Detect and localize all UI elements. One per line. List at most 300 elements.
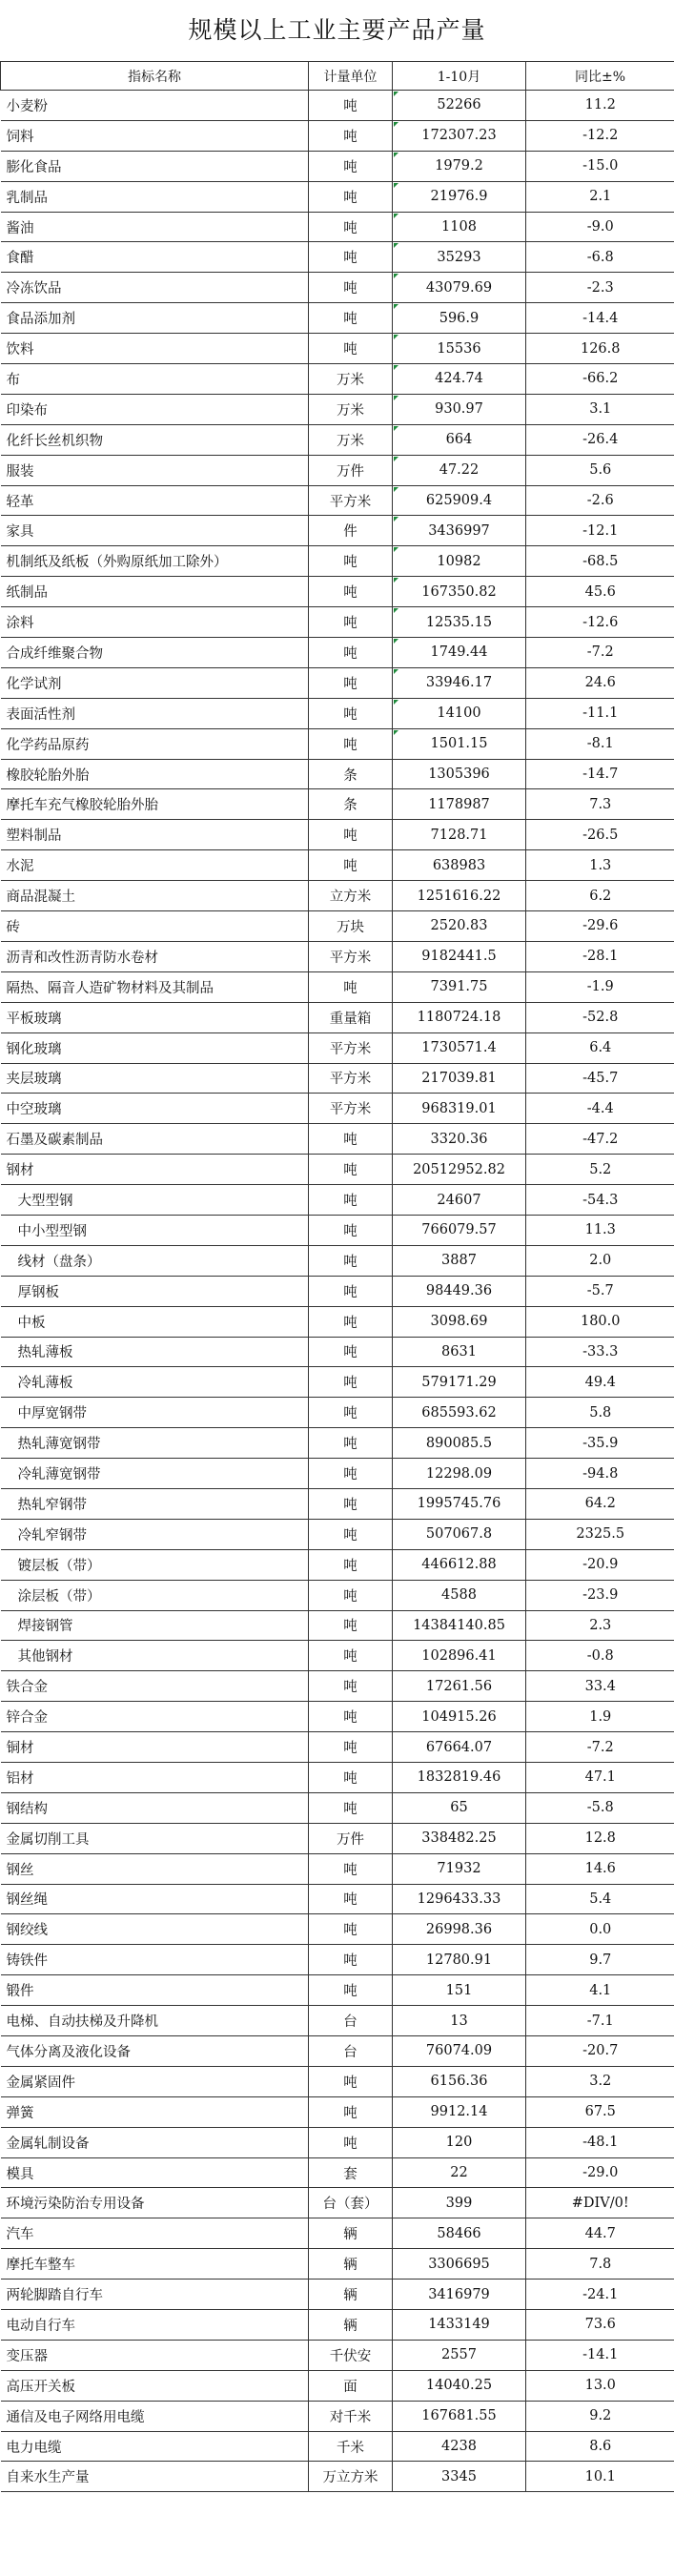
value-cell: 22 xyxy=(393,2157,526,2188)
indicator-name: 金属切削工具 xyxy=(1,1823,309,1853)
table-row xyxy=(1,2096,674,2127)
value-cell: 1730571.4 xyxy=(393,1032,526,1063)
value-cell: 120 xyxy=(393,2127,526,2157)
unit-cell: 吨 xyxy=(309,728,393,759)
unit-cell: 吨 xyxy=(309,1853,393,1884)
value-cell: 2520.83 xyxy=(393,911,526,942)
indicator-name: 涂料 xyxy=(1,607,309,638)
yoy-cell: -26.4 xyxy=(526,424,674,455)
table-row xyxy=(1,1459,674,1489)
indicator-name: 自来水生产量 xyxy=(1,2462,309,2492)
table-row xyxy=(1,881,674,911)
unit-cell: 吨 xyxy=(309,2127,393,2157)
table-row xyxy=(1,1367,674,1398)
unit-cell: 吨 xyxy=(309,2066,393,2096)
unit-cell: 吨 xyxy=(309,1702,393,1732)
yoy-cell: -29.0 xyxy=(526,2157,674,2188)
unit-cell: 吨 xyxy=(309,1245,393,1276)
unit-cell: 吨 xyxy=(309,1367,393,1398)
value-cell: 1296433.33 xyxy=(393,1884,526,1914)
yoy-cell: 5.2 xyxy=(526,1155,674,1185)
indicator-name: 涂层板（带） xyxy=(1,1580,309,1610)
indicator-name: 热轧窄钢带 xyxy=(1,1488,309,1519)
indicator-name: 化纤长丝机织物 xyxy=(1,424,309,455)
yoy-cell: 2325.5 xyxy=(526,1519,674,1549)
indicator-name: 布 xyxy=(1,364,309,395)
indicator-name: 金属紧固件 xyxy=(1,2066,309,2096)
unit-cell: 吨 xyxy=(309,850,393,881)
unit-cell: 辆 xyxy=(309,2218,393,2249)
yoy-cell: 24.6 xyxy=(526,667,674,698)
indicator-name: 食醋 xyxy=(1,242,309,273)
indicator-name: 铁合金 xyxy=(1,1671,309,1702)
value-cell: 338482.25 xyxy=(393,1823,526,1853)
indicator-name: 大型型钢 xyxy=(1,1185,309,1216)
value-cell: 58466 xyxy=(393,2218,526,2249)
yoy-cell: 6.4 xyxy=(526,1032,674,1063)
yoy-cell: -5.8 xyxy=(526,1792,674,1823)
value-cell: 3416979 xyxy=(393,2280,526,2310)
value-cell: 7391.75 xyxy=(393,971,526,1002)
unit-cell: 吨 xyxy=(309,698,393,728)
table-row xyxy=(1,1610,674,1641)
yoy-cell: -12.6 xyxy=(526,607,674,638)
table-row xyxy=(1,971,674,1002)
unit-cell: 吨 xyxy=(309,1337,393,1367)
indicator-name: 环境污染防治专用设备 xyxy=(1,2188,309,2218)
yoy-cell: -23.9 xyxy=(526,1580,674,1610)
indicator-name: 摩托车整车 xyxy=(1,2249,309,2280)
value-cell: 65 xyxy=(393,1792,526,1823)
table-row xyxy=(1,2188,674,2218)
unit-cell: 万件 xyxy=(309,1823,393,1853)
indicator-name: 镀层板（带） xyxy=(1,1549,309,1580)
table-row xyxy=(1,151,674,181)
table-row xyxy=(1,1245,674,1276)
yoy-cell: 0.0 xyxy=(526,1914,674,1945)
table-row xyxy=(1,1853,674,1884)
unit-cell: 平方米 xyxy=(309,941,393,971)
table-row xyxy=(1,1641,674,1671)
indicator-name: 气体分离及液化设备 xyxy=(1,2036,309,2067)
yoy-cell: #DIV/0! xyxy=(526,2188,674,2218)
unit-cell: 吨 xyxy=(309,1732,393,1763)
unit-cell: 吨 xyxy=(309,1215,393,1245)
value-cell: 446612.88 xyxy=(393,1549,526,1580)
value-cell: 167350.82 xyxy=(393,577,526,607)
table-row xyxy=(1,120,674,151)
unit-cell: 平方米 xyxy=(309,485,393,516)
yoy-cell: 67.5 xyxy=(526,2096,674,2127)
table-row xyxy=(1,1823,674,1853)
unit-cell: 吨 xyxy=(309,1428,393,1459)
unit-cell: 吨 xyxy=(309,2096,393,2127)
yoy-cell: -1.9 xyxy=(526,971,674,1002)
yoy-cell: 8.6 xyxy=(526,2431,674,2462)
yoy-cell: 33.4 xyxy=(526,1671,674,1702)
value-cell: 47.22 xyxy=(393,455,526,485)
table-row xyxy=(1,667,674,698)
yoy-cell: -20.9 xyxy=(526,1549,674,1580)
indicator-name: 铝材 xyxy=(1,1762,309,1792)
yoy-cell: -14.4 xyxy=(526,303,674,334)
unit-cell: 吨 xyxy=(309,1641,393,1671)
indicator-name: 高压开关板 xyxy=(1,2370,309,2401)
table-row xyxy=(1,1185,674,1216)
value-cell: 13 xyxy=(393,2006,526,2036)
table-row xyxy=(1,577,674,607)
yoy-cell: -20.7 xyxy=(526,2036,674,2067)
header-unit: 计量单位 xyxy=(309,62,393,91)
value-cell: 766079.57 xyxy=(393,1215,526,1245)
yoy-cell: -4.4 xyxy=(526,1094,674,1124)
table-row xyxy=(1,273,674,303)
indicator-name: 膨化食品 xyxy=(1,151,309,181)
unit-cell: 套 xyxy=(309,2157,393,2188)
value-cell: 14384140.85 xyxy=(393,1610,526,1641)
yoy-cell: -14.7 xyxy=(526,759,674,789)
yoy-cell: 2.1 xyxy=(526,181,674,212)
value-cell: 1180724.18 xyxy=(393,1002,526,1032)
yoy-cell: 10.1 xyxy=(526,2462,674,2492)
indicator-name: 沥青和改性沥青防水卷材 xyxy=(1,941,309,971)
value-cell: 1995745.76 xyxy=(393,1488,526,1519)
indicator-name: 隔热、隔音人造矿物材料及其制品 xyxy=(1,971,309,1002)
table-row xyxy=(1,638,674,668)
yoy-cell: -45.7 xyxy=(526,1063,674,1094)
value-cell: 10982 xyxy=(393,546,526,577)
value-cell: 1433149 xyxy=(393,2310,526,2341)
header-value: 1-10月 xyxy=(393,62,526,91)
table-row xyxy=(1,1549,674,1580)
table-row xyxy=(1,2066,674,2096)
yoy-cell: 2.0 xyxy=(526,1245,674,1276)
indicator-name: 机制纸及纸板（外购原纸加工除外） xyxy=(1,546,309,577)
value-cell: 638983 xyxy=(393,850,526,881)
unit-cell: 吨 xyxy=(309,971,393,1002)
yoy-cell: 5.8 xyxy=(526,1398,674,1428)
indicator-name: 夹层玻璃 xyxy=(1,1063,309,1094)
indicator-name: 中厚宽钢带 xyxy=(1,1398,309,1428)
value-cell: 664 xyxy=(393,424,526,455)
table-row xyxy=(1,1762,674,1792)
yoy-cell: 13.0 xyxy=(526,2370,674,2401)
yoy-cell: -7.1 xyxy=(526,2006,674,2036)
yoy-cell: -52.8 xyxy=(526,1002,674,1032)
table-row xyxy=(1,1428,674,1459)
indicator-name: 钢结构 xyxy=(1,1792,309,1823)
indicator-name: 冷轧薄板 xyxy=(1,1367,309,1398)
unit-cell: 吨 xyxy=(309,1185,393,1216)
unit-cell: 台 xyxy=(309,2006,393,2036)
indicator-name: 橡胶轮胎外胎 xyxy=(1,759,309,789)
indicator-name: 乳制品 xyxy=(1,181,309,212)
unit-cell: 千伏安 xyxy=(309,2340,393,2370)
unit-cell: 条 xyxy=(309,789,393,820)
unit-cell: 台（套） xyxy=(309,2188,393,2218)
yoy-cell: -26.5 xyxy=(526,820,674,850)
table-row xyxy=(1,1488,674,1519)
indicator-name: 摩托车充气橡胶轮胎外胎 xyxy=(1,789,309,820)
unit-cell: 吨 xyxy=(309,1519,393,1549)
value-cell: 3887 xyxy=(393,1245,526,1276)
table-row xyxy=(1,820,674,850)
unit-cell: 立方米 xyxy=(309,881,393,911)
yoy-cell: 2.3 xyxy=(526,1610,674,1641)
value-cell: 76074.09 xyxy=(393,2036,526,2067)
value-cell: 151 xyxy=(393,1975,526,2006)
unit-cell: 吨 xyxy=(309,303,393,334)
yoy-cell: -7.2 xyxy=(526,1732,674,1763)
table-row xyxy=(1,424,674,455)
yoy-cell: 126.8 xyxy=(526,334,674,364)
indicator-name: 模具 xyxy=(1,2157,309,2188)
table-row xyxy=(1,1215,674,1245)
value-cell: 6156.36 xyxy=(393,2066,526,2096)
table-row xyxy=(1,2370,674,2401)
indicator-name: 中小型型钢 xyxy=(1,1215,309,1245)
table-row xyxy=(1,2218,674,2249)
yoy-cell: 5.6 xyxy=(526,455,674,485)
indicator-name: 变压器 xyxy=(1,2340,309,2370)
indicator-name: 服装 xyxy=(1,455,309,485)
unit-cell: 吨 xyxy=(309,1792,393,1823)
unit-cell: 吨 xyxy=(309,546,393,577)
yoy-cell: -8.1 xyxy=(526,728,674,759)
yoy-cell: 5.4 xyxy=(526,1884,674,1914)
table-row xyxy=(1,455,674,485)
table-row xyxy=(1,2462,674,2492)
value-cell: 3345 xyxy=(393,2462,526,2492)
value-cell: 12298.09 xyxy=(393,1459,526,1489)
yoy-cell: 1.3 xyxy=(526,850,674,881)
table-row xyxy=(1,941,674,971)
value-cell: 1832819.46 xyxy=(393,1762,526,1792)
table-row xyxy=(1,698,674,728)
value-cell: 579171.29 xyxy=(393,1367,526,1398)
unit-cell: 吨 xyxy=(309,1671,393,1702)
table-row xyxy=(1,1945,674,1975)
indicator-name: 汽车 xyxy=(1,2218,309,2249)
value-cell: 3306695 xyxy=(393,2249,526,2280)
unit-cell: 吨 xyxy=(309,820,393,850)
unit-cell: 吨 xyxy=(309,1155,393,1185)
yoy-cell: 47.1 xyxy=(526,1762,674,1792)
value-cell: 968319.01 xyxy=(393,1094,526,1124)
value-cell: 930.97 xyxy=(393,394,526,424)
yoy-cell: 7.8 xyxy=(526,2249,674,2280)
unit-cell: 吨 xyxy=(309,1459,393,1489)
unit-cell: 辆 xyxy=(309,2249,393,2280)
indicator-name: 水泥 xyxy=(1,850,309,881)
unit-cell: 平方米 xyxy=(309,1094,393,1124)
unit-cell: 吨 xyxy=(309,1975,393,2006)
table-row xyxy=(1,91,674,121)
yoy-cell: 45.6 xyxy=(526,577,674,607)
indicator-name: 钢丝 xyxy=(1,1853,309,1884)
unit-cell: 吨 xyxy=(309,577,393,607)
unit-cell: 吨 xyxy=(309,91,393,121)
table-row xyxy=(1,1884,674,1914)
yoy-cell: -0.8 xyxy=(526,1641,674,1671)
yoy-cell: -24.1 xyxy=(526,2280,674,2310)
unit-cell: 条 xyxy=(309,759,393,789)
table-row xyxy=(1,2310,674,2341)
yoy-cell: 73.6 xyxy=(526,2310,674,2341)
value-cell: 20512952.82 xyxy=(393,1155,526,1185)
unit-cell: 面 xyxy=(309,2370,393,2401)
indicator-name: 砖 xyxy=(1,911,309,942)
table-row xyxy=(1,2157,674,2188)
value-cell: 12780.91 xyxy=(393,1945,526,1975)
unit-cell: 吨 xyxy=(309,1762,393,1792)
yoy-cell: -2.6 xyxy=(526,485,674,516)
unit-cell: 吨 xyxy=(309,1398,393,1428)
indicator-name: 锌合金 xyxy=(1,1702,309,1732)
yoy-cell: -11.1 xyxy=(526,698,674,728)
yoy-cell: 7.3 xyxy=(526,789,674,820)
table-row xyxy=(1,2401,674,2431)
table-row xyxy=(1,850,674,881)
value-cell: 52266 xyxy=(393,91,526,121)
unit-cell: 吨 xyxy=(309,1124,393,1155)
indicator-name: 中板 xyxy=(1,1306,309,1337)
yoy-cell: -48.1 xyxy=(526,2127,674,2157)
value-cell: 625909.4 xyxy=(393,485,526,516)
yoy-cell: -47.2 xyxy=(526,1124,674,1155)
value-cell: 3098.69 xyxy=(393,1306,526,1337)
value-cell: 21976.9 xyxy=(393,181,526,212)
indicator-name: 电动自行车 xyxy=(1,2310,309,2341)
table-row xyxy=(1,1702,674,1732)
yoy-cell: -33.3 xyxy=(526,1337,674,1367)
value-cell: 399 xyxy=(393,2188,526,2218)
yoy-cell: -12.2 xyxy=(526,120,674,151)
indicator-name: 热轧薄宽钢带 xyxy=(1,1428,309,1459)
unit-cell: 吨 xyxy=(309,607,393,638)
indicator-name: 锻件 xyxy=(1,1975,309,2006)
indicator-name: 表面活性剂 xyxy=(1,698,309,728)
table-row xyxy=(1,394,674,424)
unit-cell: 吨 xyxy=(309,1580,393,1610)
indicator-name: 中空玻璃 xyxy=(1,1094,309,1124)
unit-cell: 吨 xyxy=(309,667,393,698)
value-cell: 9182441.5 xyxy=(393,941,526,971)
yoy-cell: 3.1 xyxy=(526,394,674,424)
indicator-name: 金属轧制设备 xyxy=(1,2127,309,2157)
value-cell: 167681.55 xyxy=(393,2401,526,2431)
page-title: 规模以上工业主要产品产量 xyxy=(188,16,486,44)
table-row xyxy=(1,1519,674,1549)
yoy-cell: 11.2 xyxy=(526,91,674,121)
indicator-name: 商品混凝土 xyxy=(1,881,309,911)
value-cell: 35293 xyxy=(393,242,526,273)
table-row xyxy=(1,1914,674,1945)
indicator-name: 热轧薄板 xyxy=(1,1337,309,1367)
value-cell: 172307.23 xyxy=(393,120,526,151)
indicator-name: 塑料制品 xyxy=(1,820,309,850)
indicator-name: 化学药品原药 xyxy=(1,728,309,759)
indicator-name: 其他钢材 xyxy=(1,1641,309,1671)
indicator-name: 冷轧薄宽钢带 xyxy=(1,1459,309,1489)
value-cell: 507067.8 xyxy=(393,1519,526,1549)
yoy-cell: 14.6 xyxy=(526,1853,674,1884)
unit-cell: 件 xyxy=(309,516,393,546)
header-name: 指标名称 xyxy=(1,62,309,91)
table-row xyxy=(1,911,674,942)
unit-cell: 重量箱 xyxy=(309,1002,393,1032)
indicator-name: 铸铁件 xyxy=(1,1945,309,1975)
indicator-name: 平板玻璃 xyxy=(1,1002,309,1032)
indicator-name: 钢绞线 xyxy=(1,1914,309,1945)
table-row xyxy=(1,1975,674,2006)
indicator-name: 纸制品 xyxy=(1,577,309,607)
table-row xyxy=(1,1094,674,1124)
table-row xyxy=(1,2006,674,2036)
indicator-name: 弹簧 xyxy=(1,2096,309,2127)
yoy-cell: -7.2 xyxy=(526,638,674,668)
table-row xyxy=(1,728,674,759)
yoy-cell: 49.4 xyxy=(526,1367,674,1398)
indicator-name: 化学试剂 xyxy=(1,667,309,698)
indicator-name: 饲料 xyxy=(1,120,309,151)
indicator-name: 两轮脚踏自行车 xyxy=(1,2280,309,2310)
unit-cell: 吨 xyxy=(309,638,393,668)
value-cell: 685593.62 xyxy=(393,1398,526,1428)
value-cell: 3436997 xyxy=(393,516,526,546)
table-row xyxy=(1,789,674,820)
value-cell: 104915.26 xyxy=(393,1702,526,1732)
indicator-name: 通信及电子网络用电缆 xyxy=(1,2401,309,2431)
value-cell: 8631 xyxy=(393,1337,526,1367)
table-row xyxy=(1,364,674,395)
unit-cell: 万立方米 xyxy=(309,2462,393,2492)
unit-cell: 吨 xyxy=(309,1945,393,1975)
unit-cell: 辆 xyxy=(309,2310,393,2341)
table-row xyxy=(1,1337,674,1367)
indicator-name: 冷轧窄钢带 xyxy=(1,1519,309,1549)
table-row xyxy=(1,1580,674,1610)
unit-cell: 吨 xyxy=(309,1884,393,1914)
table-row xyxy=(1,1063,674,1094)
table-row xyxy=(1,2431,674,2462)
indicator-name: 钢材 xyxy=(1,1155,309,1185)
value-cell: 9912.14 xyxy=(393,2096,526,2127)
yoy-cell: -54.3 xyxy=(526,1185,674,1216)
indicator-name: 轻革 xyxy=(1,485,309,516)
table-row xyxy=(1,1792,674,1823)
unit-cell: 平方米 xyxy=(309,1032,393,1063)
value-cell: 1108 xyxy=(393,212,526,242)
yoy-cell: -12.1 xyxy=(526,516,674,546)
table-row xyxy=(1,1002,674,1032)
header-row xyxy=(1,62,674,91)
unit-cell: 吨 xyxy=(309,1914,393,1945)
indicator-name: 合成纤维聚合物 xyxy=(1,638,309,668)
table-row xyxy=(1,1732,674,1763)
indicator-name: 钢丝绳 xyxy=(1,1884,309,1914)
indicator-name: 印染布 xyxy=(1,394,309,424)
table-row xyxy=(1,1276,674,1306)
value-cell: 1305396 xyxy=(393,759,526,789)
indicator-name: 铜材 xyxy=(1,1732,309,1763)
unit-cell: 吨 xyxy=(309,1276,393,1306)
table-body xyxy=(1,91,674,2492)
unit-cell: 辆 xyxy=(309,2280,393,2310)
value-cell: 3320.36 xyxy=(393,1124,526,1155)
header-yoy: 同比±% xyxy=(526,62,674,91)
value-cell: 24607 xyxy=(393,1185,526,1216)
